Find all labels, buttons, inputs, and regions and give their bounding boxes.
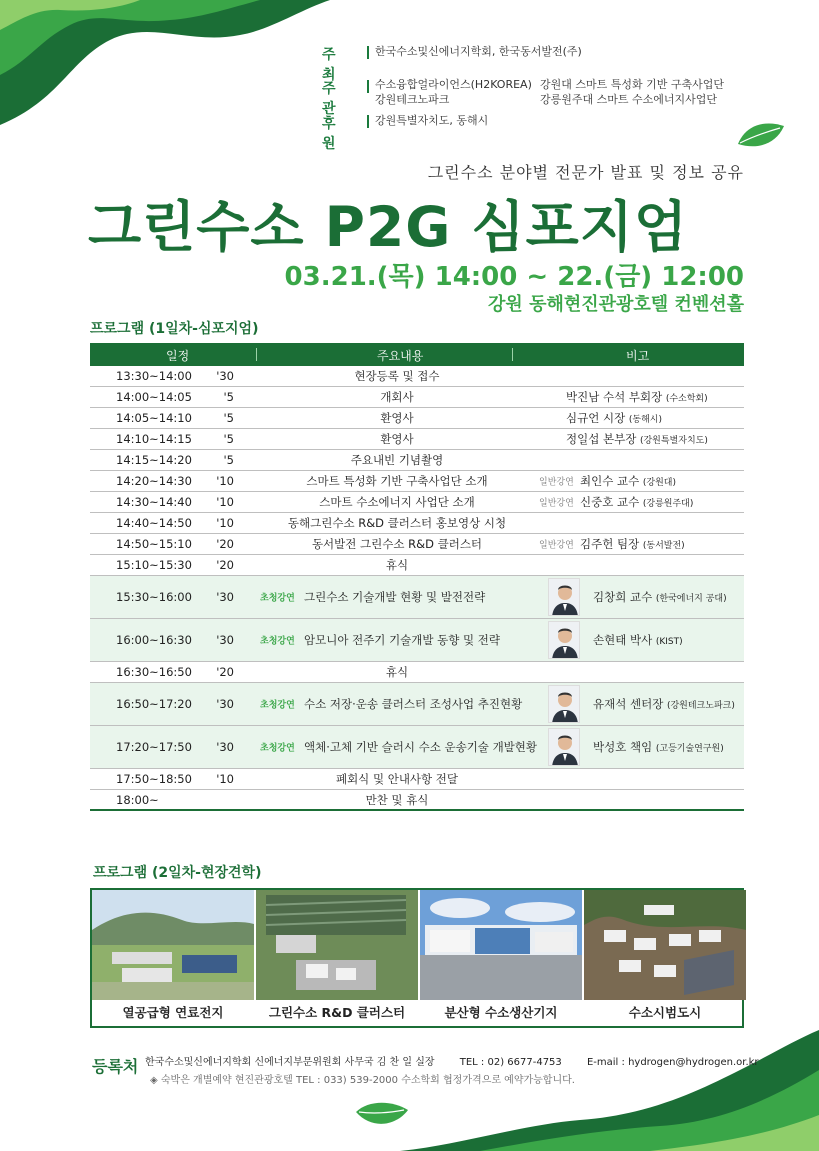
leaf-icon <box>736 118 786 150</box>
table-row <box>90 769 744 790</box>
accommodation-note: ◈ 숙박은 개별예약 현진관광호텔 TEL : 033) 539-2000 수소학회 협정가격으로 예약가능합니다. <box>150 1075 575 1086</box>
row-content: 동서발전 그린수소 R&D 클러스터 <box>311 537 483 551</box>
row-content: 폐회식 및 안내사항 전달 <box>335 772 459 786</box>
row-duration: '30 <box>216 740 234 754</box>
speaker-name: 최인수 교수 <box>580 474 640 488</box>
speaker-photo <box>548 728 580 766</box>
row-content: 주요내빈 기념촬영 <box>350 453 444 467</box>
speaker-photo <box>548 578 580 616</box>
speaker-name: 심규언 시장 <box>566 411 626 425</box>
speaker-name-cell <box>566 431 708 447</box>
row-duration: '10 <box>216 516 234 530</box>
row-content: 스마트 수소에너지 사업단 소개 <box>319 495 475 509</box>
row-duration: '5 <box>223 411 234 425</box>
row-content: 개회사 <box>380 390 414 404</box>
organizer-label: 주 관 <box>322 81 340 117</box>
speaker-affiliation: (수소학회) <box>665 394 708 404</box>
table-row <box>90 408 744 429</box>
table-row <box>90 492 744 513</box>
speaker-affiliation: (동해시) <box>628 415 662 425</box>
speaker-name-cell <box>580 536 685 552</box>
speaker-name: 정일섭 본부장 <box>566 432 637 446</box>
divider <box>367 46 369 59</box>
speaker-name-cell <box>566 389 708 405</box>
general-lecture-tag: 일반강연 <box>539 498 574 509</box>
speaker-photo <box>548 685 580 723</box>
top-left-wave-decoration <box>0 0 330 130</box>
row-time: 14:50~15:10 <box>116 537 192 551</box>
row-content: 동해그린수소 R&D 클러스터 홍보영상 시청 <box>287 516 507 530</box>
table-row <box>90 450 744 471</box>
speaker-affiliation: (강원대) <box>642 478 676 488</box>
site-caption-4: 수소시범도시 <box>628 1005 702 1020</box>
table-row <box>90 387 744 408</box>
row-time: 15:10~15:30 <box>116 558 192 572</box>
speaker-name: 박성호 책임 <box>593 740 653 754</box>
row-duration: '30 <box>216 369 234 383</box>
row-duration: '20 <box>216 558 234 572</box>
table-row <box>90 534 744 555</box>
event-venue: 강원 동해현진관광호텔 컨벤션홀 <box>488 294 744 315</box>
row-content: 수소 저장·운송 클러스터 조성사업 추진현황 <box>304 697 523 711</box>
row-duration: '5 <box>223 390 234 404</box>
row-time: 14:20~14:30 <box>116 474 192 488</box>
speaker-affiliation: (고등기술연구원) <box>655 744 724 754</box>
divider <box>367 115 369 128</box>
speaker-name-cell <box>580 473 676 489</box>
row-duration: '20 <box>216 537 234 551</box>
table-row <box>90 790 744 811</box>
site-tour-panel <box>90 888 744 1028</box>
registration-email[interactable]: E-mail : hydrogen@hydrogen.or.kr <box>586 1057 759 1068</box>
speaker-name-cell <box>593 739 724 755</box>
page-title: 그린수소 P2G 심포지엄 <box>88 195 689 259</box>
table-row <box>90 366 744 387</box>
row-duration: '30 <box>216 633 234 647</box>
divider <box>367 80 369 93</box>
row-duration: '10 <box>216 772 234 786</box>
row-content: 그린수소 기술개발 현황 및 발전전략 <box>304 590 486 604</box>
speaker-name-cell <box>593 589 727 605</box>
site-caption-3: 분산형 수소생산기지 <box>444 1005 558 1020</box>
speaker-name-cell <box>593 632 683 648</box>
host-text: 한국수소및신에너지학회, 한국동서발전(주) <box>375 45 582 58</box>
sponsor-text: 강원특별자치도, 동해시 <box>375 114 489 127</box>
table-row <box>90 726 744 769</box>
invited-lecture-tag: 초청강연 <box>260 743 295 754</box>
row-content: 휴식 <box>385 558 409 572</box>
registration-office: 한국수소및신에너지학회 신에너지부문위원회 사무국 김 찬 일 실장 <box>145 1057 435 1068</box>
invited-lecture-tag: 초청강연 <box>260 700 295 711</box>
row-time: 14:40~14:50 <box>116 516 192 530</box>
table-row <box>90 429 744 450</box>
general-lecture-tag: 일반강연 <box>539 540 574 551</box>
speaker-name: 손현태 박사 <box>593 633 653 647</box>
organizer-col1-1: 수소융합얼라이언스(H2KOREA) <box>375 78 532 91</box>
speaker-affiliation: (한국에너지 공대) <box>655 594 727 604</box>
speaker-affiliation: (강원테크노파크) <box>666 701 735 711</box>
row-time: 17:50~18:50 <box>116 772 192 786</box>
row-duration: '5 <box>223 453 234 467</box>
table-row <box>90 619 744 662</box>
day2-section-title: 프로그램 (2일차-현장견학) <box>93 865 262 881</box>
header-schedule: 일정 <box>166 349 190 363</box>
speaker-affiliation: (동서발전) <box>642 541 685 551</box>
speaker-photo <box>548 621 580 659</box>
row-duration: '30 <box>216 697 234 711</box>
table-header <box>90 343 744 366</box>
invited-lecture-tag: 초청강연 <box>260 593 295 604</box>
speaker-name-cell <box>580 494 693 510</box>
general-lecture-tag: 일반강연 <box>539 477 574 488</box>
row-time: 18:00~ <box>116 792 159 807</box>
row-content: 스마트 특성화 기반 구축사업단 소개 <box>306 474 488 488</box>
speaker-name: 박진남 수석 부회장 <box>566 390 663 404</box>
divider <box>256 348 257 361</box>
row-duration: '30 <box>216 590 234 604</box>
table-row <box>90 513 744 534</box>
registration-contact <box>145 1053 759 1068</box>
rd-cluster-site-photo <box>256 890 418 1000</box>
site-caption-1: 열공급형 연료전지 <box>122 1005 224 1020</box>
schedule-table <box>90 343 744 811</box>
row-time: 14:00~14:05 <box>116 390 192 404</box>
speaker-name: 신중호 교수 <box>580 495 640 509</box>
row-content: 만찬 및 휴식 <box>365 792 429 807</box>
row-time: 14:10~14:15 <box>116 432 192 446</box>
row-content: 암모니아 전주기 기술개발 동향 및 전략 <box>304 633 501 647</box>
organizer-col2-1: 강원대 스마트 특성화 기반 구축사업단 <box>540 78 725 91</box>
row-duration: '20 <box>216 665 234 679</box>
leaf-icon <box>354 1100 410 1130</box>
bottom-right-wave-decoration <box>400 1030 819 1151</box>
registration-label: 등록처 <box>92 1057 139 1076</box>
row-duration: '10 <box>216 474 234 488</box>
row-duration: '10 <box>216 495 234 509</box>
row-content: 환영사 <box>380 432 414 446</box>
host-label: 주 최 <box>322 47 340 83</box>
speaker-affiliation: (강릉원주대) <box>642 499 694 509</box>
speaker-name: 김주헌 팀장 <box>580 537 640 551</box>
header-content: 주요내용 <box>377 349 424 363</box>
header-note: 비고 <box>626 349 650 363</box>
row-time: 14:05~14:10 <box>116 411 192 425</box>
speaker-name: 김창희 교수 <box>593 590 653 604</box>
speaker-name: 유재석 센터장 <box>593 697 664 711</box>
row-content: 휴식 <box>385 665 409 679</box>
row-time: 17:20~17:50 <box>116 740 192 754</box>
hydrogen-city-site-photo <box>584 890 746 1000</box>
row-time: 14:15~14:20 <box>116 453 192 467</box>
table-row <box>90 576 744 619</box>
subtitle: 그린수소 분야별 전문가 발표 및 정보 공유 <box>427 163 744 182</box>
day1-section-title: 프로그램 (1일차-심포지엄) <box>90 321 259 337</box>
organizer-col1-2: 강원테크노파크 <box>375 93 450 106</box>
table-row <box>90 683 744 726</box>
row-content: 현장등록 및 접수 <box>354 369 440 383</box>
table-row <box>90 662 744 683</box>
row-time: 14:30~14:40 <box>116 495 192 509</box>
row-time: 16:50~17:20 <box>116 697 192 711</box>
speaker-affiliation: (강원특별자치도) <box>639 436 708 446</box>
row-time: 13:30~14:00 <box>116 369 192 383</box>
speaker-name-cell <box>593 696 735 712</box>
row-time: 16:00~16:30 <box>116 633 192 647</box>
fuel-cell-site-photo <box>92 890 254 1000</box>
speaker-name-cell <box>566 410 662 426</box>
event-date: 03.21.(목) 14:00 ~ 22.(금) 12:00 <box>284 262 744 292</box>
table-row <box>90 471 744 492</box>
row-time: 16:30~16:50 <box>116 665 192 679</box>
schedule-rows <box>90 366 744 811</box>
site-caption-2: 그린수소 R&D 클러스터 <box>268 1005 406 1020</box>
row-content: 액체·고체 기반 슬러시 수소 운송기술 개발현황 <box>304 740 538 754</box>
registration-tel: TEL : 02) 6677-4753 <box>459 1057 562 1068</box>
invited-lecture-tag: 초청강연 <box>260 636 295 647</box>
divider <box>512 348 513 361</box>
row-duration: '5 <box>223 432 234 446</box>
distributed-hydrogen-site-photo <box>420 890 582 1000</box>
table-row <box>90 555 744 576</box>
row-time: 15:30~16:00 <box>116 590 192 604</box>
speaker-affiliation: (KIST) <box>655 637 683 647</box>
sponsor-label: 후 원 <box>322 116 340 152</box>
row-content: 환영사 <box>380 411 414 425</box>
organizer-col2-2: 강릉원주대 스마트 수소에너지사업단 <box>540 93 718 106</box>
